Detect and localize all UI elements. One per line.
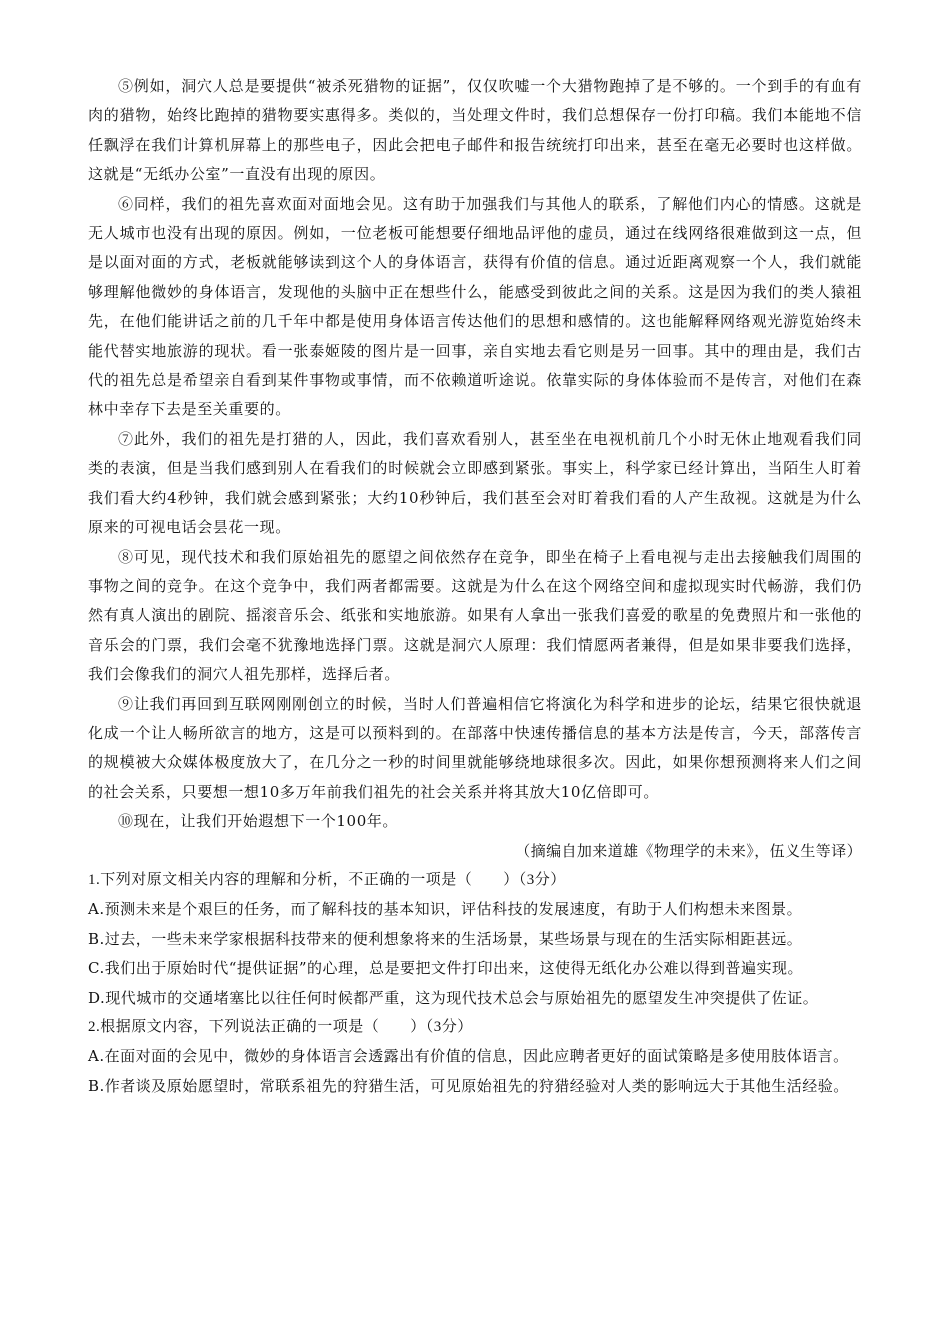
option-a: A.在面对面的会见中，微妙的身体语言会透露出有价值的信息，因此应聘者更好的面试策略是多使用肢体语言。 [88,1047,849,1066]
question-2 [88,1013,862,1101]
paragraph-8: ⑧可见，现代技术和我们原始祖先的愿望之间依然存在竞争，即坐在椅子上看电视与走出去接触我们周围的事物之间的竞争。在这个竞争中，我们两者都需要。这就是为什么在这个网络空间和虚拟现实时代畅游，我们仍然有真人演出的剧院、摇滚音乐会、纸张和实地旅游。如果有人拿出一张我们喜爱的歌星的免费照片和一张他的音乐会的门票，我们会毫不犹豫地选择门票。这就是洞穴人原理：我们情愿两者兼得，但是如果非要我们选择，我们会像我们的洞穴人祖先那样，选择后者。 [88,547,862,684]
question-stem: 2.根据原文内容，下列说法正确的一项是（ ）（3分） [88,1019,473,1035]
question-stem: 1.下列对原文相关内容的理解和分析，不正确的一项是（ ）（3分） [88,871,566,888]
paragraph-10: ⑩现在，让我们开始遐想下一个100年。 [118,812,399,831]
option-a: A.预测未来是个艰巨的任务，而了解科技的基本知识，评估科技的发展速度，有助于人们构想未来图景。 [88,900,803,919]
option-d: D.现代城市的交通堵塞比以往任何时候都严重，这为现代技术总会与原始祖先的愿望发生冲突提供了佐证。 [88,988,819,1007]
paragraph-6: ⑥同样，我们的祖先喜欢面对面地会见。这有助于加强我们与其他人的联系，了解他们内心的情感。这就是无人城市也没有出现的原因。例如，一位老板可能想要仔细地品评他的虚员，通过在线网络很难做到这一点，但是以面对面的方式，老板就能够读到这个人的身体语言，获得有价值的信息。通过近距离观察一个人，我们就能够理解他微妙的身体语言，发现他的头脑中正在想些什么，能感受到彼此之间的关系。这是因为我们的类人猿祖先，在他们能讲话之前的几千年中都是使用身体语言传达他们的思想和感情的。这也能解释网络观光游览始终未能代替实地旅游的现状。看一张泰姬陵的图片是一回事，亲自实地去看它则是另一回事。其中的理由是，我们古代的祖先总是希望亲自看到某件事物或事情，而不依赖道听途说。依靠实际的身体体验而不是传言，对他们在森林中幸存下去是至关重要的。 [88,194,862,419]
question-1 [88,866,862,1013]
source-citation: （摘编自加来道雄《物理学的未来》，伍义生等译） [515,841,862,860]
paragraph-5: ⑤例如，洞穴人总是要提供“被杀死猎物的证据”，仅仅吹嘘一个大猎物跑掉了是不够的。一个到手的有血有肉的猎物，始终比跑掉的猎物要实惠得多。类似的，当处理文件时，我们总想保存一份打印稿。我们本能地不信任飘浮在我们计算机屏幕上的那些电子，因此会把电子邮件和报告统统打印出来，甚至在毫无必要时也这样做。这就是“无纸办公室”一直没有出现的原因。 [88,77,862,184]
option-b: B.作者谈及原始愿望时，常联系祖先的狩猎生活，可见原始祖先的狩猎经验对人类的影响远大于其他生活经验。 [88,1076,849,1095]
option-b: B.过去，一些未来学家根据科技带来的便利想象将来的生活场景，某些场景与现在的生活实际相距甚远。 [88,929,803,948]
paragraph-9: ⑨让我们再回到互联网刚刚创立的时候，当时人们普遍相信它将演化为科学和进步的论坛，结果它很快就退化成一个让人畅所欲言的地方，这是可以预料到的。在部落中快速传播信息的基本方法是传言，今天，部落传言的规模被大众媒体极度放大了，在几分之一秒的时间里就能够绕地球很多次。因此，如果你想预测将来人们之间的社会关系，只要想一想10多万年前我们祖先的社会关系并将其放大10亿倍即可。 [88,694,862,801]
document-page [88,72,862,1101]
option-c: C.我们出于原始时代“提供证据”的心理，总是要把文件打印出来，这使得无纸化办公难以得到普遍实现。 [88,959,804,978]
paragraph-7: ⑦此外，我们的祖先是打猎的人，因此，我们喜欢看别人，甚至坐在电视机前几个小时无休止地观看我们同类的表演，但是当我们感到别人在看我们的时候就会立即感到紧张。事实上，科学家已经计算出，当陌生人盯着我们看大约4秒钟，我们就会感到紧张；大约10秒钟后，我们甚至会对盯着我们看的人产生敌视。这就是为什么原来的可视电话会昙花一现。 [88,429,862,537]
